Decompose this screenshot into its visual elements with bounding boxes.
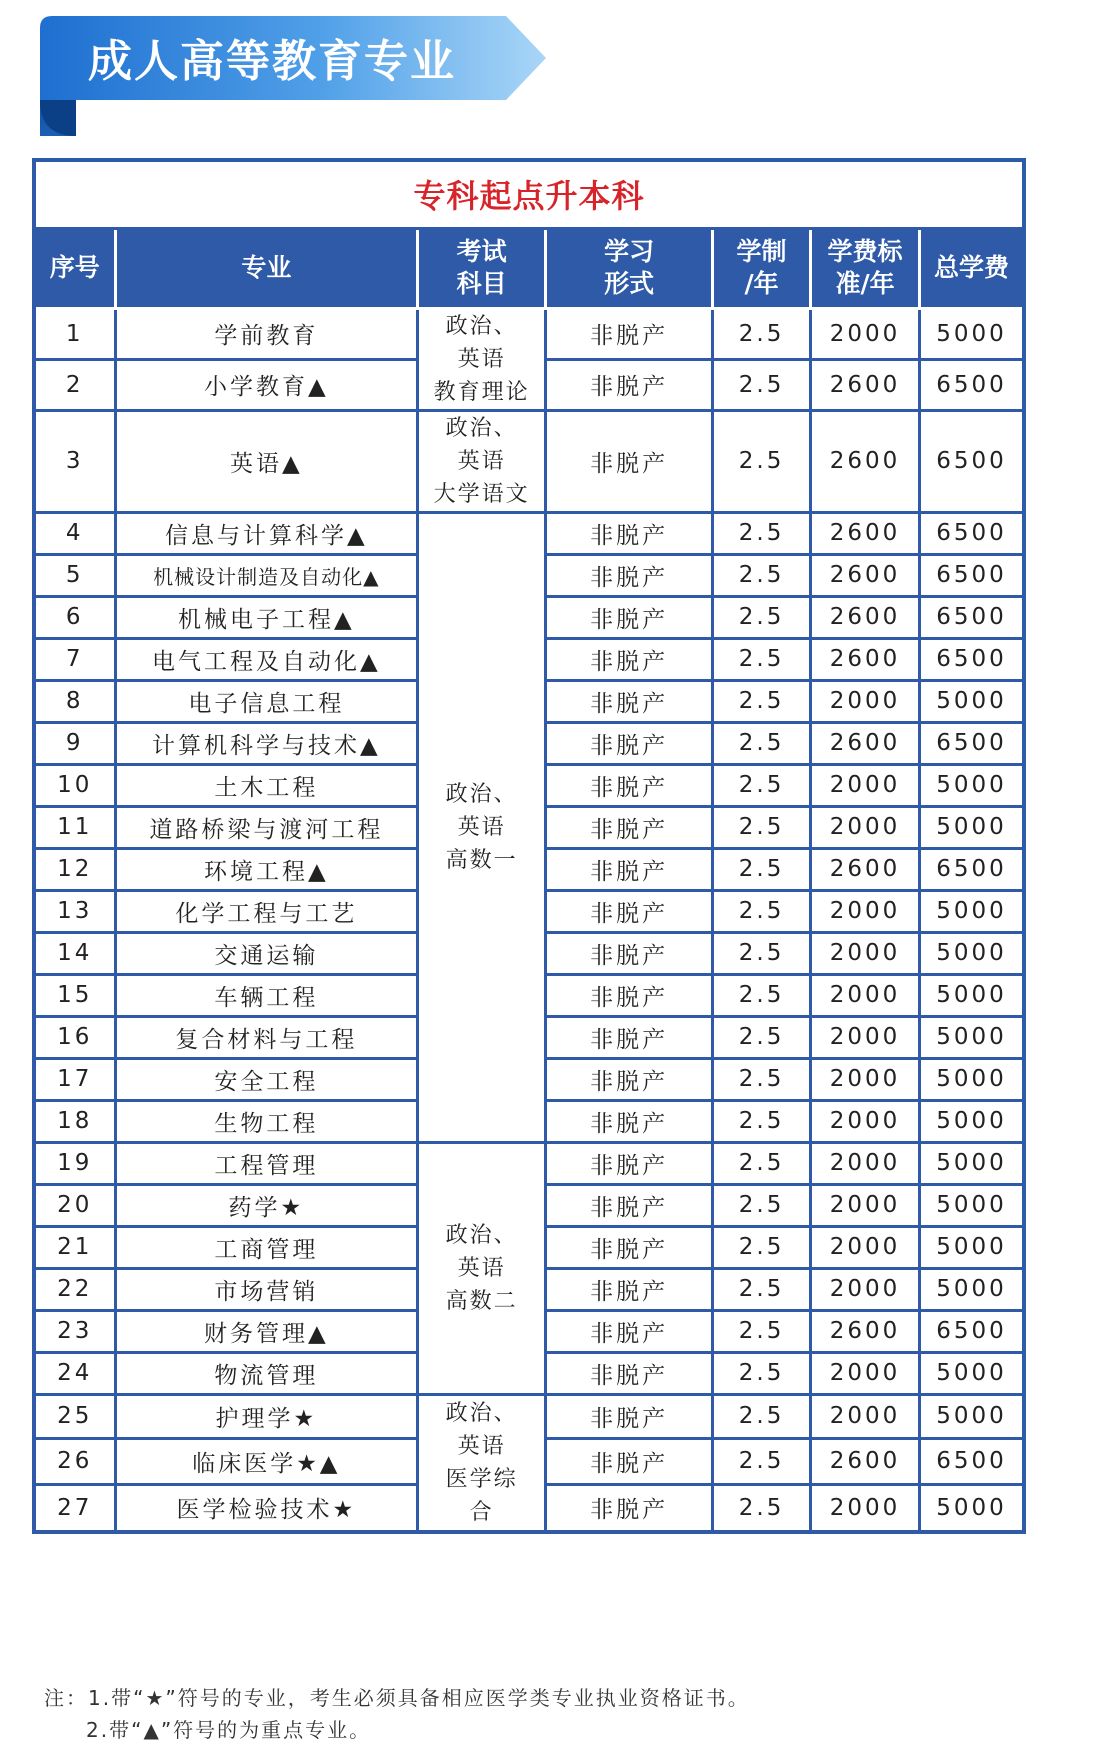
row-total: 5000 [920, 680, 1022, 722]
row-no: 21 [36, 1226, 115, 1268]
row-form: 非脱产 [546, 512, 713, 554]
row-no: 1 [36, 308, 115, 359]
row-major: 市场营销 [115, 1268, 418, 1310]
row-no: 23 [36, 1310, 115, 1352]
row-no: 7 [36, 638, 115, 680]
row-no: 19 [36, 1142, 115, 1184]
row-total: 6500 [920, 638, 1022, 680]
row-years: 2.5 [713, 1352, 811, 1394]
row-fee: 2600 [811, 410, 920, 512]
row-form: 非脱产 [546, 764, 713, 806]
row-no: 9 [36, 722, 115, 764]
row-major: 临床医学★▲ [115, 1438, 418, 1484]
exam-subject-line: 英语 [457, 1433, 506, 1459]
row-years: 2.5 [713, 1394, 811, 1438]
row-years: 2.5 [713, 410, 811, 512]
row-years: 2.5 [713, 1100, 811, 1142]
row-years: 2.5 [713, 359, 811, 410]
row-major: 护理学★ [115, 1394, 418, 1438]
banner-title: 成人高等教育专业 [88, 36, 456, 87]
row-no: 11 [36, 806, 115, 848]
row-total: 5000 [920, 890, 1022, 932]
row-fee: 2600 [811, 554, 920, 596]
row-major: 财务管理▲ [115, 1310, 418, 1352]
row-form: 非脱产 [546, 1016, 713, 1058]
row-major: 土木工程 [115, 764, 418, 806]
row-form: 非脱产 [546, 1142, 713, 1184]
row-no: 25 [36, 1394, 115, 1438]
row-total: 6500 [920, 1310, 1022, 1352]
row-total: 5000 [920, 1016, 1022, 1058]
table-row [36, 1142, 1022, 1184]
row-major: 英语▲ [115, 410, 418, 512]
exam-subject-line: 教育理论 [433, 379, 530, 405]
exam-subject-line: 政治、 [445, 415, 518, 441]
row-exam-subjects [418, 410, 546, 512]
row-total: 5000 [920, 1484, 1022, 1530]
row-major: 机械设计制造及自动化▲ [115, 554, 418, 596]
row-form: 非脱产 [546, 932, 713, 974]
row-form: 非脱产 [546, 974, 713, 1016]
row-years: 2.5 [713, 1484, 811, 1530]
table-row [36, 512, 1022, 554]
exam-subject-line: 英语 [457, 346, 506, 372]
row-no: 14 [36, 932, 115, 974]
row-form: 非脱产 [546, 638, 713, 680]
fee-table [32, 158, 1026, 1534]
row-years: 2.5 [713, 1310, 811, 1352]
row-years: 2.5 [713, 890, 811, 932]
row-years: 2.5 [713, 554, 811, 596]
row-form: 非脱产 [546, 1394, 713, 1438]
exam-subject-line: 高数一 [445, 847, 518, 873]
row-total: 5000 [920, 974, 1022, 1016]
row-years: 2.5 [713, 308, 811, 359]
row-total: 5000 [920, 308, 1022, 359]
row-fee: 2000 [811, 1058, 920, 1100]
row-total: 6500 [920, 410, 1022, 512]
exam-subject-line: 政治、 [445, 313, 518, 339]
exam-subject-line: 医学综 [445, 1466, 518, 1492]
row-form: 非脱产 [546, 1226, 713, 1268]
row-fee: 2000 [811, 932, 920, 974]
row-no: 18 [36, 1100, 115, 1142]
note-line-1: 注：1.带“★”符号的专业，考生必须具备相应医学类专业执业资格证书。 [44, 1686, 750, 1710]
header-form: 学习 形式 [546, 228, 713, 308]
row-fee: 2600 [811, 848, 920, 890]
row-years: 2.5 [713, 974, 811, 1016]
header-banner [36, 8, 546, 138]
row-fee: 2600 [811, 512, 920, 554]
row-major: 信息与计算科学▲ [115, 512, 418, 554]
row-fee: 2000 [811, 806, 920, 848]
row-fee: 2000 [811, 1016, 920, 1058]
row-form: 非脱产 [546, 1058, 713, 1100]
row-form: 非脱产 [546, 890, 713, 932]
row-fee: 2000 [811, 1142, 920, 1184]
row-total: 5000 [920, 1100, 1022, 1142]
exam-subject-line: 英语 [457, 448, 506, 474]
row-form: 非脱产 [546, 1310, 713, 1352]
row-years: 2.5 [713, 638, 811, 680]
table-header-row [36, 228, 1022, 308]
row-fee: 2000 [811, 1352, 920, 1394]
row-major: 电气工程及自动化▲ [115, 638, 418, 680]
exam-subject-line: 英语 [457, 1255, 506, 1281]
row-form: 非脱产 [546, 848, 713, 890]
notes [44, 1682, 1044, 1746]
row-years: 2.5 [713, 1016, 811, 1058]
row-fee: 2000 [811, 1268, 920, 1310]
row-years: 2.5 [713, 680, 811, 722]
row-major: 计算机科学与技术▲ [115, 722, 418, 764]
header-years: 学制 /年 [713, 228, 811, 308]
row-major: 道路桥梁与渡河工程 [115, 806, 418, 848]
row-years: 2.5 [713, 1438, 811, 1484]
row-form: 非脱产 [546, 1352, 713, 1394]
row-years: 2.5 [713, 1226, 811, 1268]
row-form: 非脱产 [546, 359, 713, 410]
exam-subject-line: 政治、 [445, 1400, 518, 1426]
row-no: 10 [36, 764, 115, 806]
row-form: 非脱产 [546, 554, 713, 596]
row-form: 非脱产 [546, 410, 713, 512]
row-major: 药学★ [115, 1184, 418, 1226]
row-form: 非脱产 [546, 1184, 713, 1226]
row-fee: 2000 [811, 308, 920, 359]
row-no: 22 [36, 1268, 115, 1310]
exam-subject-line: 大学语文 [433, 481, 530, 507]
row-fee: 2000 [811, 1484, 920, 1530]
header-fee: 学费标 准/年 [811, 228, 920, 308]
row-major: 生物工程 [115, 1100, 418, 1142]
row-total: 6500 [920, 1438, 1022, 1484]
row-major: 交通运输 [115, 932, 418, 974]
row-major: 小学教育▲ [115, 359, 418, 410]
row-major: 物流管理 [115, 1352, 418, 1394]
row-fee: 2000 [811, 890, 920, 932]
row-total: 5000 [920, 1268, 1022, 1310]
row-no: 4 [36, 512, 115, 554]
row-form: 非脱产 [546, 596, 713, 638]
row-total: 5000 [920, 1142, 1022, 1184]
table-row [36, 308, 1022, 359]
header-exam: 考试 科目 [418, 228, 546, 308]
row-major: 工程管理 [115, 1142, 418, 1184]
row-total: 5000 [920, 1058, 1022, 1100]
row-total: 6500 [920, 359, 1022, 410]
row-form: 非脱产 [546, 1484, 713, 1530]
note-line-2: 2.带“▲”符号的为重点专业。 [86, 1718, 372, 1742]
row-fee: 2000 [811, 1100, 920, 1142]
row-no: 12 [36, 848, 115, 890]
row-major: 复合材料与工程 [115, 1016, 418, 1058]
row-no: 16 [36, 1016, 115, 1058]
table-body [36, 308, 1022, 1530]
row-no: 13 [36, 890, 115, 932]
row-years: 2.5 [713, 596, 811, 638]
row-no: 8 [36, 680, 115, 722]
row-years: 2.5 [713, 722, 811, 764]
table-row [36, 410, 1022, 512]
row-form: 非脱产 [546, 1268, 713, 1310]
row-no: 20 [36, 1184, 115, 1226]
exam-subject-line: 政治、 [445, 781, 518, 807]
row-form: 非脱产 [546, 806, 713, 848]
row-fee: 2000 [811, 1394, 920, 1438]
row-total: 6500 [920, 554, 1022, 596]
row-no: 5 [36, 554, 115, 596]
row-no: 15 [36, 974, 115, 1016]
row-years: 2.5 [713, 848, 811, 890]
header-major: 专业 [115, 228, 418, 308]
row-no: 17 [36, 1058, 115, 1100]
row-major: 学前教育 [115, 308, 418, 359]
row-total: 5000 [920, 1226, 1022, 1268]
row-form: 非脱产 [546, 308, 713, 359]
exam-subject-line: 英语 [457, 814, 506, 840]
row-total: 6500 [920, 722, 1022, 764]
row-fee: 2000 [811, 1184, 920, 1226]
header-no: 序号 [36, 228, 115, 308]
row-no: 2 [36, 359, 115, 410]
row-exam-subjects [418, 512, 546, 1142]
row-major: 工商管理 [115, 1226, 418, 1268]
row-total: 5000 [920, 1394, 1022, 1438]
exam-subject-line: 政治、 [445, 1222, 518, 1248]
row-major: 车辆工程 [115, 974, 418, 1016]
row-years: 2.5 [713, 1058, 811, 1100]
row-fee: 2000 [811, 764, 920, 806]
row-exam-subjects [418, 308, 546, 410]
row-total: 6500 [920, 596, 1022, 638]
row-fee: 2600 [811, 1310, 920, 1352]
row-total: 5000 [920, 806, 1022, 848]
row-no: 27 [36, 1484, 115, 1530]
row-major: 医学检验技术★ [115, 1484, 418, 1530]
row-fee: 2000 [811, 1226, 920, 1268]
row-form: 非脱产 [546, 722, 713, 764]
table-caption: 专科起点升本科 [36, 162, 1022, 228]
row-years: 2.5 [713, 512, 811, 554]
row-total: 5000 [920, 1352, 1022, 1394]
row-major: 安全工程 [115, 1058, 418, 1100]
row-major: 电子信息工程 [115, 680, 418, 722]
row-years: 2.5 [713, 1142, 811, 1184]
row-fee: 2600 [811, 596, 920, 638]
row-major: 环境工程▲ [115, 848, 418, 890]
row-years: 2.5 [713, 1184, 811, 1226]
row-fee: 2000 [811, 974, 920, 1016]
exam-subject-line: 高数二 [445, 1288, 518, 1314]
row-years: 2.5 [713, 764, 811, 806]
row-major: 化学工程与工艺 [115, 890, 418, 932]
row-form: 非脱产 [546, 680, 713, 722]
row-fee: 2600 [811, 722, 920, 764]
row-fee: 2600 [811, 1438, 920, 1484]
row-total: 5000 [920, 1184, 1022, 1226]
row-years: 2.5 [713, 932, 811, 974]
table-caption-row [36, 162, 1022, 228]
row-major: 机械电子工程▲ [115, 596, 418, 638]
row-years: 2.5 [713, 806, 811, 848]
row-form: 非脱产 [546, 1100, 713, 1142]
table-row [36, 1394, 1022, 1438]
row-fee: 2600 [811, 638, 920, 680]
row-fee: 2600 [811, 359, 920, 410]
row-no: 3 [36, 410, 115, 512]
row-exam-subjects [418, 1142, 546, 1394]
row-years: 2.5 [713, 1268, 811, 1310]
row-form: 非脱产 [546, 1438, 713, 1484]
exam-subject-line: 合 [469, 1499, 494, 1525]
row-no: 26 [36, 1438, 115, 1484]
row-exam-subjects [418, 1394, 546, 1530]
header-total: 总学费 [920, 228, 1022, 308]
row-total: 6500 [920, 848, 1022, 890]
row-total: 5000 [920, 932, 1022, 974]
row-total: 5000 [920, 764, 1022, 806]
row-no: 24 [36, 1352, 115, 1394]
row-total: 6500 [920, 512, 1022, 554]
row-no: 6 [36, 596, 115, 638]
row-fee: 2000 [811, 680, 920, 722]
